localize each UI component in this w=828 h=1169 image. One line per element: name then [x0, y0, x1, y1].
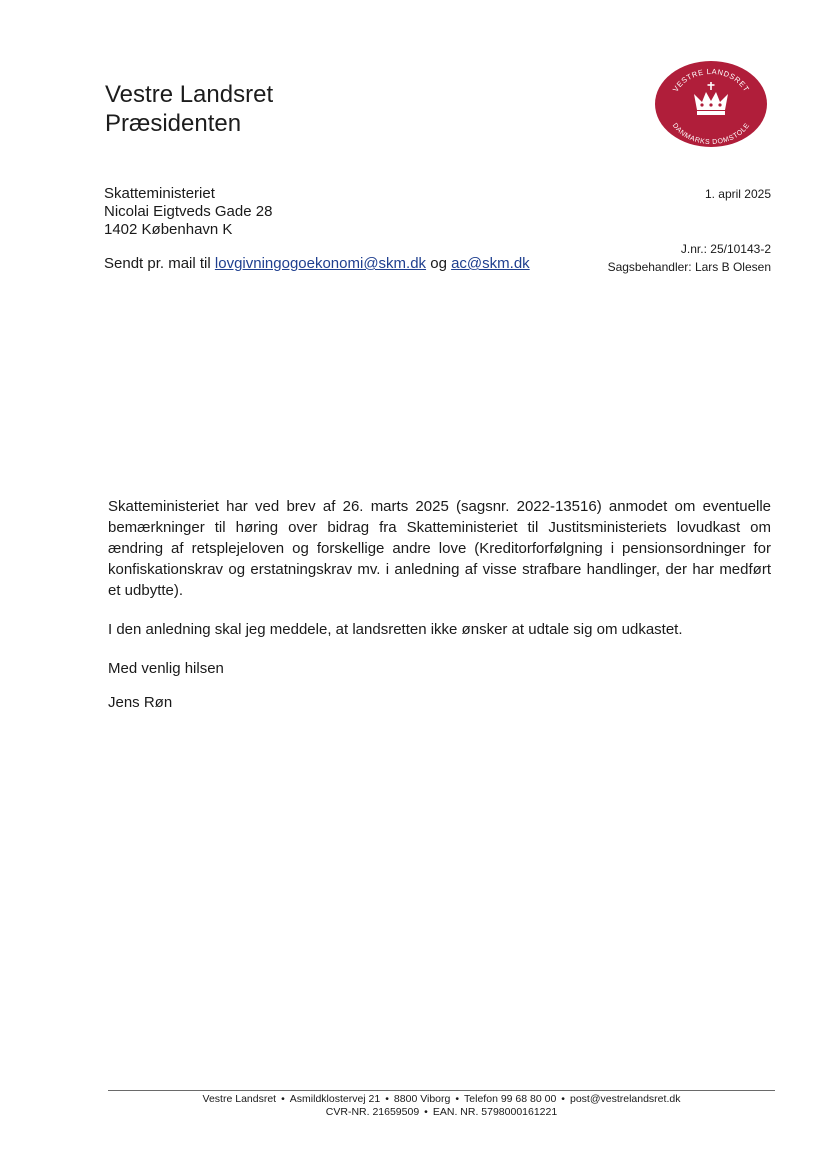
letter-body: [108, 496, 771, 697]
footer-court: Vestre Landsret: [202, 1093, 277, 1105]
recipient-address: [104, 185, 272, 239]
seal-bottom-text: DANMARKS DOMSTOLE: [670, 122, 752, 147]
footer-email[interactable]: post@vestrelandsret.dk: [569, 1093, 681, 1105]
body-paragraph-1: Skatteministeriet har ved brev af 26. marts 2025 (sagsnr. 2022-13516) anmodet om eventuelle bemærkninger til høring over bidrag fra Skatteministeriet til Justitsministeriets lovudkast om ændring af retsplejeloven og forskellige andre love (Kreditorforfølgning i pensionsordninger for konfiskationskrav og erstatningskrav mv. i anledning af visse strafbare handlinger, der har medført et udbytte).: [108, 498, 771, 599]
sent-prefix: Sendt pr. mail til: [104, 255, 211, 272]
recipient-name: Skatteministeriet: [104, 185, 215, 202]
case-references: [608, 240, 771, 276]
sent-by-mail-line: [104, 255, 530, 272]
body-paragraph-2: I den anledning skal jeg meddele, at landsretten ikke ønsker at udtale sig om udkastet.: [108, 621, 683, 638]
letter-date: 1. april 2025: [704, 187, 771, 201]
case-handler: Sagsbehandler: Lars B Olesen: [607, 260, 771, 274]
footer-ean: EAN. NR. 5798000161221: [432, 1106, 558, 1118]
letterhead-title: [105, 80, 273, 138]
email-link-ac[interactable]: ac@skm.dk: [451, 255, 530, 272]
letter-footer: [108, 1093, 775, 1119]
closing-salutation: Med venlig hilsen: [108, 660, 224, 677]
court-name: Vestre Landsret: [105, 81, 274, 108]
footer-address: Asmildklostervej 21: [289, 1093, 381, 1105]
recipient-city: 1402 København K: [104, 221, 233, 238]
email-link-lovgivning[interactable]: lovgivningogoekonomi@skm.dk: [214, 255, 427, 272]
sent-joiner: og: [430, 255, 447, 272]
recipient-street: Nicolai Eigtveds Gade 28: [104, 203, 273, 220]
footer-registration-line: CVR-NR. 21659509 • EAN. NR. 5798000161221: [325, 1106, 558, 1118]
footer-city: 8800 Viborg: [393, 1093, 451, 1105]
footer-cvr: CVR-NR. 21659509: [325, 1106, 420, 1118]
footer-phone: Telefon 99 68 80 00: [464, 1093, 557, 1105]
seal-top-text: VESTRE LANDSRET: [670, 66, 752, 94]
footer-divider: [108, 1090, 775, 1091]
signature-name: Jens Røn: [108, 694, 173, 711]
office-name: Præsidenten: [105, 110, 242, 137]
court-seal-logo: [654, 60, 768, 148]
footer-contact-line: Vestre Landsret • Asmildklostervej 21 • 8800 Viborg • Telefon 99 68 80 00 • post@vestrelandsret.dk: [202, 1093, 681, 1105]
journal-number: J.nr.: 25/10143-2: [680, 242, 771, 256]
